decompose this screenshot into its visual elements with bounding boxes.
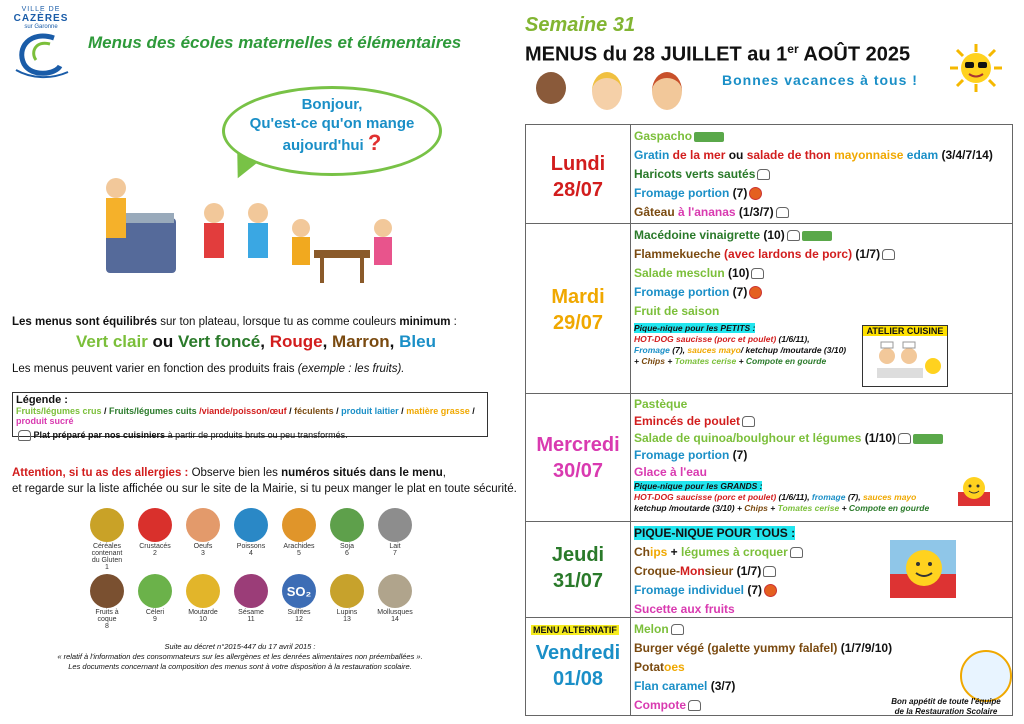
soy-icon (330, 508, 364, 542)
allergen-item (232, 508, 270, 557)
allergen-item (232, 574, 270, 623)
city-logo: VILLE DE CAZÈRES sur Garonne (10, 6, 72, 88)
decree-note: Suite au décret n°2015-447 du 17 avril 2015 : « relatif à l'information des consommateurs sur les allergènes et les denrées alimentaires non préemballées ». Les documents concernant la composition des menus sont à votre disposition à la restauration scolaire. (57, 642, 423, 671)
alternative-menu-badge: MENU ALTERNATIF (533, 625, 617, 635)
day-cell: Mardi 29/07 (526, 224, 631, 394)
chef-hat-icon (790, 547, 803, 558)
allergen-name: Arachides (283, 543, 315, 550)
allergy-warning: Attention, si tu as des allergies : Observe bien les numéros situés dans le menu, et regarde sur la liste affichée ou sur le site de la Mairie, si tu peux manger le plat en toute sécurité. (12, 467, 517, 495)
allergen-name: Lupins (336, 609, 358, 616)
crab-icon (138, 508, 172, 542)
chef-kids-icon (863, 336, 947, 384)
allergen-number: 9 (153, 616, 157, 623)
chef-hat-icon (671, 624, 684, 635)
chef-hat-icon (742, 416, 755, 427)
chef-mascot-icon (960, 650, 1012, 702)
allergen-number: 14 (391, 616, 399, 623)
allergen-number: 3 (201, 550, 205, 557)
menu-items: Macédoine vinaigrette (10) Flammekueche (avec lardons de porc) (1/7) Salade mesclun (10) Fromage portion (7) Fruit de saison Pique-nique pour les PETITS : HOT-DOG saucisse (porc et poulet) (1/6/11), Fromage (7), sauces mayo/ ketchup /moutarde (3/10) + Chips + Tomates cerise + Compote en gourde (634, 226, 1004, 367)
chef-hat-icon (18, 430, 31, 441)
allergen-name: Soja (339, 543, 354, 550)
menu-items: Melon Burger végé (galette yummy falafel) (1/7/9/10) Potatoes Flan caramel (3/7) Compote (634, 622, 893, 712)
allergen-name: Sésame (238, 609, 264, 616)
wheat-icon (90, 508, 124, 542)
menu-variation-text: Les menus peuvent varier en fonction des produits frais (exemple : les fruits). (12, 363, 405, 375)
balanced-menu-text: Les menus sont équilibrés sur ton plateau, lorsque tu as comme couleurs minimum : (12, 316, 457, 328)
allergen-item (328, 508, 366, 557)
allergen-item (136, 508, 174, 557)
allergen-number: 13 (343, 616, 351, 623)
vacation-wishes: Bonnes vacances à tous ! (722, 72, 918, 88)
sesame-icon (234, 574, 268, 608)
day-cell: Jeudi 31/07 (526, 522, 631, 618)
allergen-item (280, 574, 318, 623)
egg-icon (186, 508, 220, 542)
mustard-icon (186, 574, 220, 608)
allergen-item (88, 574, 126, 630)
child-face-icon (592, 72, 622, 110)
menu-items: Pastèque Emincés de poulet Salade de quinoa/boulghour et légumes (1/10) Fromage portion (7) Glace à l'eau Pique-nique pour les GRANDS : HOT-DOG saucisse (porc et poulet) (1/6/11), fromage (7), sauces mayo ketchup /moutarde (3/10) + Chips + Tomates cerise + Compote en gourde (634, 396, 1004, 514)
allergen-number: 6 (345, 550, 349, 557)
allergen-name: Oeufs (193, 543, 213, 550)
allergen-item (376, 574, 414, 623)
label-badge-icon (913, 434, 943, 444)
shell-icon (378, 574, 412, 608)
aop-badge-icon (749, 187, 762, 200)
menu-items: Gaspacho Gratin de la mer ou salade de thon mayonnaise edam (3/4/7/14) Haricots verts sautés Fromage portion (7) Gâteau à l'ananas (1/3/7) (634, 129, 993, 219)
children-cafeteria-illustration (96, 168, 406, 293)
footer-signature: Bon appétit de toute l'équipe de la Restauration Scolaire (891, 697, 1001, 716)
allergen-number: 5 (297, 550, 301, 557)
lupin-icon (330, 574, 364, 608)
chef-hat-icon (898, 433, 911, 444)
aop-badge-icon (749, 286, 762, 299)
peanut-icon (282, 508, 316, 542)
allergen-number: 8 (105, 623, 109, 630)
allergen-chart (88, 508, 428, 636)
child-face-icon (652, 72, 682, 110)
allergen-number: 1 (105, 564, 109, 571)
chef-hat-icon (763, 566, 776, 577)
allergen-number: 2 (153, 550, 157, 557)
label-badge-icon (802, 231, 832, 241)
cooking-workshop-box: ATELIER CUISINE (862, 325, 948, 387)
week-number: Semaine 31 (525, 14, 636, 36)
allergen-name: Crustacés (139, 543, 171, 550)
allergen-name: Moutarde (188, 609, 218, 616)
celery-icon (138, 574, 172, 608)
allergen-number: 10 (199, 616, 207, 623)
page-title-left: Menus des écoles maternelles et élémentaires (88, 33, 462, 52)
child-face-icon (536, 72, 566, 104)
city-emblem-icon (10, 30, 72, 82)
speech-bubble: Bonjour, Qu'est-ce qu'on mange aujourd'hui ? (222, 86, 442, 176)
color-list: Vert clair ou Vert foncé, Rouge, Marron, Bleu (76, 332, 436, 351)
picnic-basket-emoji-icon (890, 540, 956, 598)
chef-hat-icon (882, 249, 895, 260)
legend-box: Légende : Fruits/légumes crus / Fruits/légumes cuits /viande/poisson/œuf / féculents / produit laitier / matière grasse / produit sucré Plat préparé par nos cuisiniers à partir de produits bruts ou peu transformés. (12, 392, 488, 437)
day-cell: Mercredi 30/07 (526, 394, 631, 522)
chef-hat-icon (776, 207, 789, 218)
menu-items: PIQUE-NIQUE POUR TOUS : Chips + légumes à croquer Croque-Monsieur (1/7) Fromage individuel (7) Sucette aux fruits (634, 524, 1004, 619)
milk-icon (378, 508, 412, 542)
allergen-name: Mollusques (377, 609, 413, 616)
aop-badge-icon (764, 584, 777, 597)
chef-hat-icon (787, 230, 800, 241)
allergen-item (184, 574, 222, 623)
allergen-item (376, 508, 414, 557)
chef-hat-icon (757, 169, 770, 180)
allergen-item (184, 508, 222, 557)
allergen-number: 12 (295, 616, 303, 623)
chef-hat-icon (688, 700, 701, 711)
allergen-item (136, 574, 174, 623)
sun-sunglasses-icon (948, 42, 1004, 94)
fish-icon (234, 508, 268, 542)
allergen-name: Fruits à coque (95, 609, 119, 623)
allergen-number: 11 (247, 616, 255, 623)
allergen-name: Lait (389, 543, 401, 550)
chef-hat-icon (751, 268, 764, 279)
allergen-name: Sulfites (287, 609, 311, 616)
day-cell: Vendredi 01/08 (526, 618, 631, 716)
allergen-item (88, 508, 126, 571)
nut-icon (90, 574, 124, 608)
allergen-name: Céleri (145, 609, 165, 616)
allergen-item (280, 508, 318, 557)
picnic-emoji-icon (958, 474, 990, 506)
allergen-number: 4 (249, 550, 253, 557)
menu-headline: MENUS du 28 JUILLET au 1er AOÛT 2025 (525, 42, 911, 66)
sulfite-icon: SO₂ (282, 574, 316, 608)
allergen-item (328, 574, 366, 623)
day-cell: Lundi 28/07 (526, 125, 631, 223)
allergen-name: Poissons (236, 543, 266, 550)
allergen-name: Céréales contenant du Gluten (91, 543, 123, 564)
day-row-wednesday (526, 393, 1012, 522)
allergen-number: 7 (393, 550, 397, 557)
day-row-monday (526, 125, 1012, 223)
label-badge-icon (694, 132, 724, 142)
kids-faces (528, 70, 692, 106)
